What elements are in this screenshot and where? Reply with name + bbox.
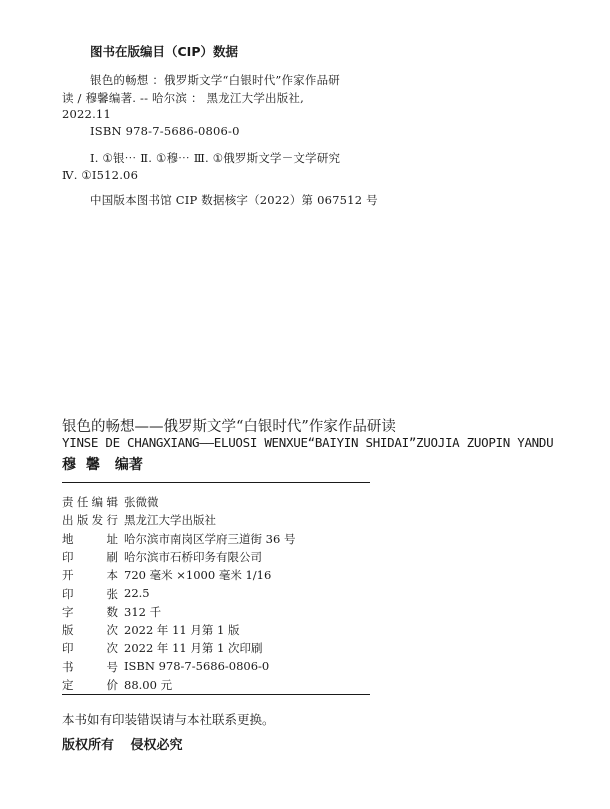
cip-line-classification: Ⅳ. ①I512.06 <box>62 168 139 182</box>
info-value: 黑龙江大学出版社 <box>124 513 216 528</box>
bottom-divider <box>62 694 370 695</box>
info-value: 哈尔滨市石桥印务有限公司 <box>124 549 262 564</box>
info-label <box>62 549 118 565</box>
info-value: 88.00 元 <box>124 678 173 692</box>
info-label-char: 次 <box>106 641 118 656</box>
book-title-chinese: 银色的畅想——俄罗斯文学“白银时代”作家作品研读 <box>62 419 396 435</box>
info-label-char: 印 <box>62 641 74 656</box>
info-value: 312 千 <box>124 604 162 619</box>
info-label-char: 址 <box>106 531 118 546</box>
info-label-char: 次 <box>106 623 118 638</box>
info-label <box>62 604 118 620</box>
info-label <box>62 659 118 675</box>
info-label-char: 地 <box>62 531 74 546</box>
info-label-char: 责 <box>62 495 74 509</box>
info-value: 张微微 <box>124 495 159 509</box>
author-name: 穆馨 <box>62 457 110 473</box>
info-label <box>62 494 118 510</box>
info-label-char: 编 <box>91 495 104 509</box>
top-divider <box>62 482 370 483</box>
copyright-notice <box>62 734 195 753</box>
info-label <box>62 567 118 583</box>
cip-heading: 图书在版编目（CIP）数据 <box>90 44 238 59</box>
info-label-char: 任 <box>76 495 89 509</box>
info-value: 2022 年 11 月第 1 版 <box>124 623 240 638</box>
cip-line-title: 银色的畅想 ：俄罗斯文学“白银时代”作家作品研 <box>90 73 341 87</box>
info-label-char: 定 <box>62 678 74 692</box>
info-label-char: 开 <box>62 568 74 583</box>
info-value: 哈尔滨市南岗区学府三道街 36 号 <box>124 531 296 546</box>
info-label-char: 本 <box>106 568 118 583</box>
info-label-char: 版 <box>62 623 74 638</box>
cip-line-publisher: 读 / 穆馨编著. -- 哈尔滨 ： 黑龙江大学出版社, <box>62 91 304 105</box>
info-label <box>62 586 118 602</box>
info-label-char: 字 <box>62 604 74 619</box>
cip-line-isbn: ISBN 978-7-5686-0806-0 <box>90 124 240 138</box>
book-title-pinyin: YINSE DE CHANGXIANG——ELUOSI WENXUE“BAIYIN SHIDAI”ZUOJIA ZUOPIN YANDU <box>62 435 554 450</box>
info-label-char: 印 <box>62 586 74 601</box>
replacement-notice: 本书如有印装错误请与本社联系更换。 <box>62 712 275 727</box>
info-label <box>62 677 118 693</box>
infringement-warning: 侵权必究 <box>130 738 183 753</box>
author-line <box>62 454 143 474</box>
info-label-char: 刷 <box>106 549 118 564</box>
info-value: ISBN 978-7-5686-0806-0 <box>124 658 270 673</box>
info-label-char: 辑 <box>106 495 118 509</box>
info-value: 22.5 <box>124 585 150 600</box>
cip-line-date: 2022.11 <box>62 107 111 121</box>
cip-line-record-number: 中国版本图书馆 CIP 数据核字（2022）第 067512 号 <box>90 193 378 207</box>
info-label-char: 书 <box>62 659 74 674</box>
info-value: 720 毫米 ×1000 毫米 1/16 <box>124 568 272 583</box>
author-role: 编著 <box>114 457 143 473</box>
info-label-char: 号 <box>106 659 118 674</box>
info-label-char: 行 <box>106 513 118 528</box>
cip-line-subjects: Ⅰ. ①银⋯ Ⅱ. ①穆⋯ Ⅲ. ①俄罗斯文学－文学研究 <box>90 151 341 165</box>
info-label-char: 张 <box>106 586 118 601</box>
info-label-char: 出 <box>62 513 74 528</box>
info-label-char: 印 <box>62 549 74 564</box>
info-label-char: 发 <box>91 513 104 528</box>
info-label-char: 数 <box>106 604 118 619</box>
info-label <box>62 640 118 656</box>
info-value: 2022 年 11 月第 1 次印刷 <box>124 641 263 656</box>
info-label <box>62 512 118 528</box>
info-label-char: 价 <box>106 678 118 692</box>
info-label-char: 版 <box>76 513 89 528</box>
info-label <box>62 531 118 547</box>
info-label <box>62 622 118 638</box>
copyright-reserved: 版权所有 <box>62 738 115 753</box>
